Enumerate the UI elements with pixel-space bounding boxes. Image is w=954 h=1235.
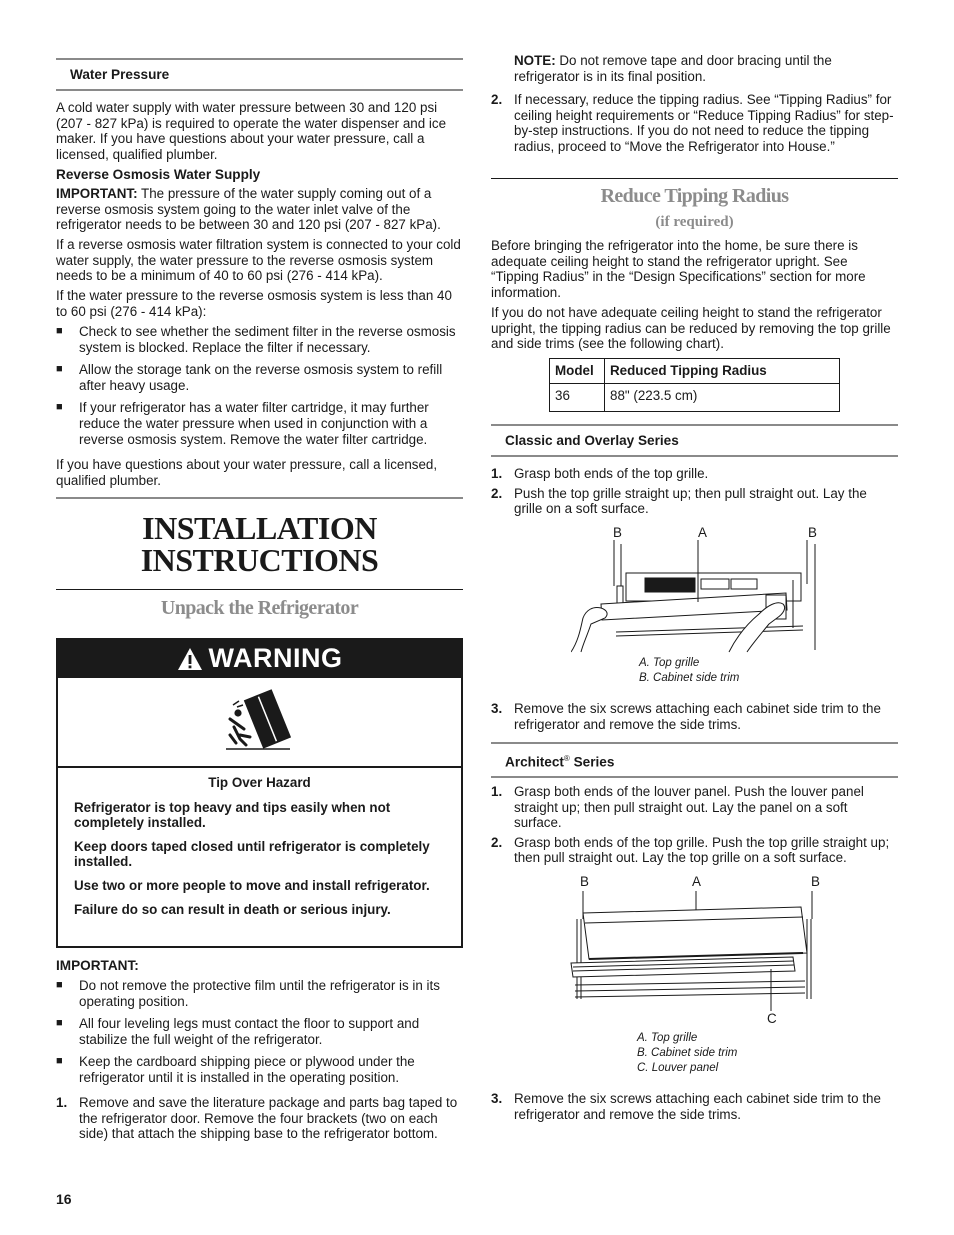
table-cell: 36 (550, 383, 605, 411)
list-item (491, 1091, 898, 1122)
figure-label-b: B (613, 525, 622, 540)
tipping-radius-table (549, 358, 840, 412)
warning-box (56, 638, 463, 948)
warning-line: Failure do so can result in death or serious injury. (74, 901, 391, 917)
page-title-line1: INSTALLATION (142, 510, 377, 546)
note-body: Do not remove tape and door bracing until the refrigerator is in its final position. (514, 53, 832, 84)
table-cell: 88" (223.5 cm) (605, 383, 840, 411)
figure-label-b: B (580, 874, 589, 889)
step-text: Grasp both ends of the top grille. (514, 466, 709, 481)
warning-body (58, 768, 461, 917)
step-text: Remove the six screws attaching each cabinet side trim to the refrigerator and remove the side trims. (514, 701, 881, 732)
reverse-osmosis-bullets (56, 324, 463, 454)
caption-line: B. Cabinet side trim (639, 672, 740, 684)
architect-heading-text: Architect (505, 754, 564, 770)
step-number: 2. (491, 92, 503, 107)
step-number: 2. (491, 485, 503, 501)
caption-line: B. Cabinet side trim (637, 1047, 738, 1059)
list-item: ■ Check to see whether the sediment filter in the reverse osmosis system is blocked. Replace the filter if necessary. (56, 324, 463, 355)
step-number: 3. (491, 701, 503, 716)
figure-label-b: B (811, 874, 820, 889)
classic-figure-caption (639, 656, 739, 686)
reduce-tipping-subheading: (if required) (655, 214, 734, 230)
page-title-line2: INSTRUCTIONS (140, 542, 379, 578)
list-item (491, 701, 898, 732)
figure-label-a: A (692, 874, 701, 889)
page-number: 16 (56, 1191, 72, 1207)
reduce-p2: If you do not have adequate ceiling height to stand the refrigerator upright, the tipping radius can be reduced by removing the top grille and side trims (see the following chart). (491, 305, 891, 352)
tip-over-hazard-icon (224, 689, 296, 755)
step-text: Grasp both ends of the top grille. Push the top grille straight up; then pull straight out. Lay the top grille on a soft surface. (514, 834, 890, 866)
warning-banner (58, 640, 461, 678)
step-text: If necessary, reduce the tipping radius. See “Tipping Radius” for ceiling height requirements or “Reduce Tipping Radius” for step-by-step instructions. If you do not need to reduce the tipping radius, proceed to “Move the Refrigerator into House.” (514, 92, 894, 154)
reverse-osmosis-closing: If you have questions about your water pressure, call a licensed, qualified plumber. (56, 457, 438, 488)
step-number: 3. (491, 1091, 503, 1106)
step-number: 1. (491, 784, 503, 799)
classic-steps (491, 466, 898, 521)
warning-line: Refrigerator is top heavy and tips easily when not completely installed. (74, 799, 391, 831)
list-item: ■ Keep the cardboard shipping piece or plywood under the refrigerator until it is installed in the operating position. (56, 1054, 463, 1085)
divider (491, 178, 898, 179)
list-item (491, 466, 898, 482)
step-text: Remove the six screws attaching each cabinet side trim to the refrigerator and remove the side trims. (514, 1091, 881, 1122)
unpack-steps (56, 1095, 463, 1146)
water-pressure-text: A cold water supply with water pressure between 30 and 120 psi (207 - 827 kPa) is required to operate the water dispenser and ice maker. If you have questions about your water pressure, call a licensed, qualified plumber. (56, 100, 447, 162)
divider (56, 497, 463, 499)
step-number: 1. (491, 466, 503, 481)
figure-label-a: A (698, 525, 707, 540)
table-row (550, 383, 840, 411)
important-label-2: IMPORTANT: (56, 958, 139, 973)
warning-line: Keep doors taped closed until refrigerator is completely installed. (74, 838, 430, 870)
table-header: Reduced Tipping Radius (605, 359, 840, 384)
step-text: Push the top grille straight up; then pull straight out. Lay the grille on a soft surface. (514, 485, 867, 517)
table-header-row (550, 359, 840, 384)
section-heading-water-pressure: Water Pressure (56, 58, 463, 91)
step-number: 2. (491, 834, 503, 850)
caption-line: A. Top grille (637, 1032, 698, 1044)
caption-line: C. Louver panel (637, 1062, 719, 1074)
page-title (56, 512, 463, 576)
list-item (491, 486, 898, 517)
list-item: ■ All four leveling legs must contact the floor to support and stabilize the full weight of the refrigerator. (56, 1016, 463, 1047)
figure-label-c: C (767, 1011, 777, 1026)
list-item: ■ Do not remove the protective film until the refrigerator is in its operating position. (56, 978, 463, 1009)
tip-over-pictogram (58, 678, 461, 768)
note-label: NOTE: (514, 53, 556, 68)
caption-line: A. Top grille (639, 657, 700, 669)
reverse-osmosis-p2: If a reverse osmosis water filtration system is connected to your cold water supply, the water pressure to the reverse osmosis system needs to be a minimum of 40 to 60 psi (276 - 414 kPa). (56, 237, 461, 284)
step-text: Remove and save the literature package and parts bag taped to the refrigerator door. Remove the four brackets (two on each side) that attach the shipping base to the refrigerator bottom. (79, 1095, 458, 1142)
list-item: ■ Allow the storage tank on the reverse osmosis system to refill after heavy usage. (56, 362, 463, 393)
warning-line: Use two or more people to move and install refrigerator. (74, 877, 430, 893)
step-2-list (491, 92, 898, 158)
step-number: 1. (56, 1095, 68, 1110)
list-item (491, 92, 898, 154)
reverse-osmosis-heading: Reverse Osmosis Water Supply (56, 167, 261, 182)
reverse-osmosis-p3: If the water pressure to the reverse osmosis system is less than 40 to 60 psi (276 - 414 kPa): (56, 288, 452, 319)
list-item (491, 835, 898, 866)
list-item (56, 1095, 463, 1142)
architect-figure-caption (637, 1031, 737, 1076)
reduce-tipping-heading: Reduce Tipping Radius (600, 185, 789, 207)
important-text: The pressure of the water supply coming out of a reverse osmosis system going to the water inlet valve of the refrigerator needs to be between 30 and 120 psi (207 - 827 kPa). (56, 186, 441, 233)
figure-label-b: B (808, 525, 817, 540)
classic-step-3 (491, 701, 898, 736)
reduce-p1: Before bringing the refrigerator into the home, be sure there is adequate ceiling height to stand the refrigerator upright. See “Tipping Radius” in the “Design Specifications” section for more information. (491, 238, 866, 300)
reverse-osmosis-important (56, 186, 463, 233)
warning-triangle-icon (177, 647, 203, 671)
louver-panel-diagram (567, 889, 827, 1011)
divider (56, 589, 463, 590)
step-text: Grasp both ends of the louver panel. Push the louver panel straight up; then pull straight out. Lay the panel on a soft surface. (514, 784, 864, 831)
top-grille-diagram (571, 540, 821, 655)
hazard-title: Tip Over Hazard (208, 775, 311, 790)
important-label: IMPORTANT: (56, 186, 138, 201)
section-heading-classic: Classic and Overlay Series (491, 424, 898, 457)
important-bullets (56, 978, 463, 1093)
registered-mark: ® (563, 754, 570, 763)
architect-heading-suffix: Series (569, 754, 615, 770)
list-item: ■ If your refrigerator has a water filter cartridge, it may further reduce the water pressure when used in conjunction with a reverse osmosis system. Remove the water filter cartridge. (56, 400, 463, 447)
unpack-heading: Unpack the Refrigerator (160, 597, 359, 619)
list-item (491, 784, 898, 831)
warning-banner-text: WARNING (208, 643, 343, 674)
note-text (514, 53, 898, 84)
architect-step-3 (491, 1091, 898, 1126)
table-header: Model (550, 359, 605, 384)
architect-steps (491, 784, 898, 870)
section-heading-architect (491, 742, 898, 778)
